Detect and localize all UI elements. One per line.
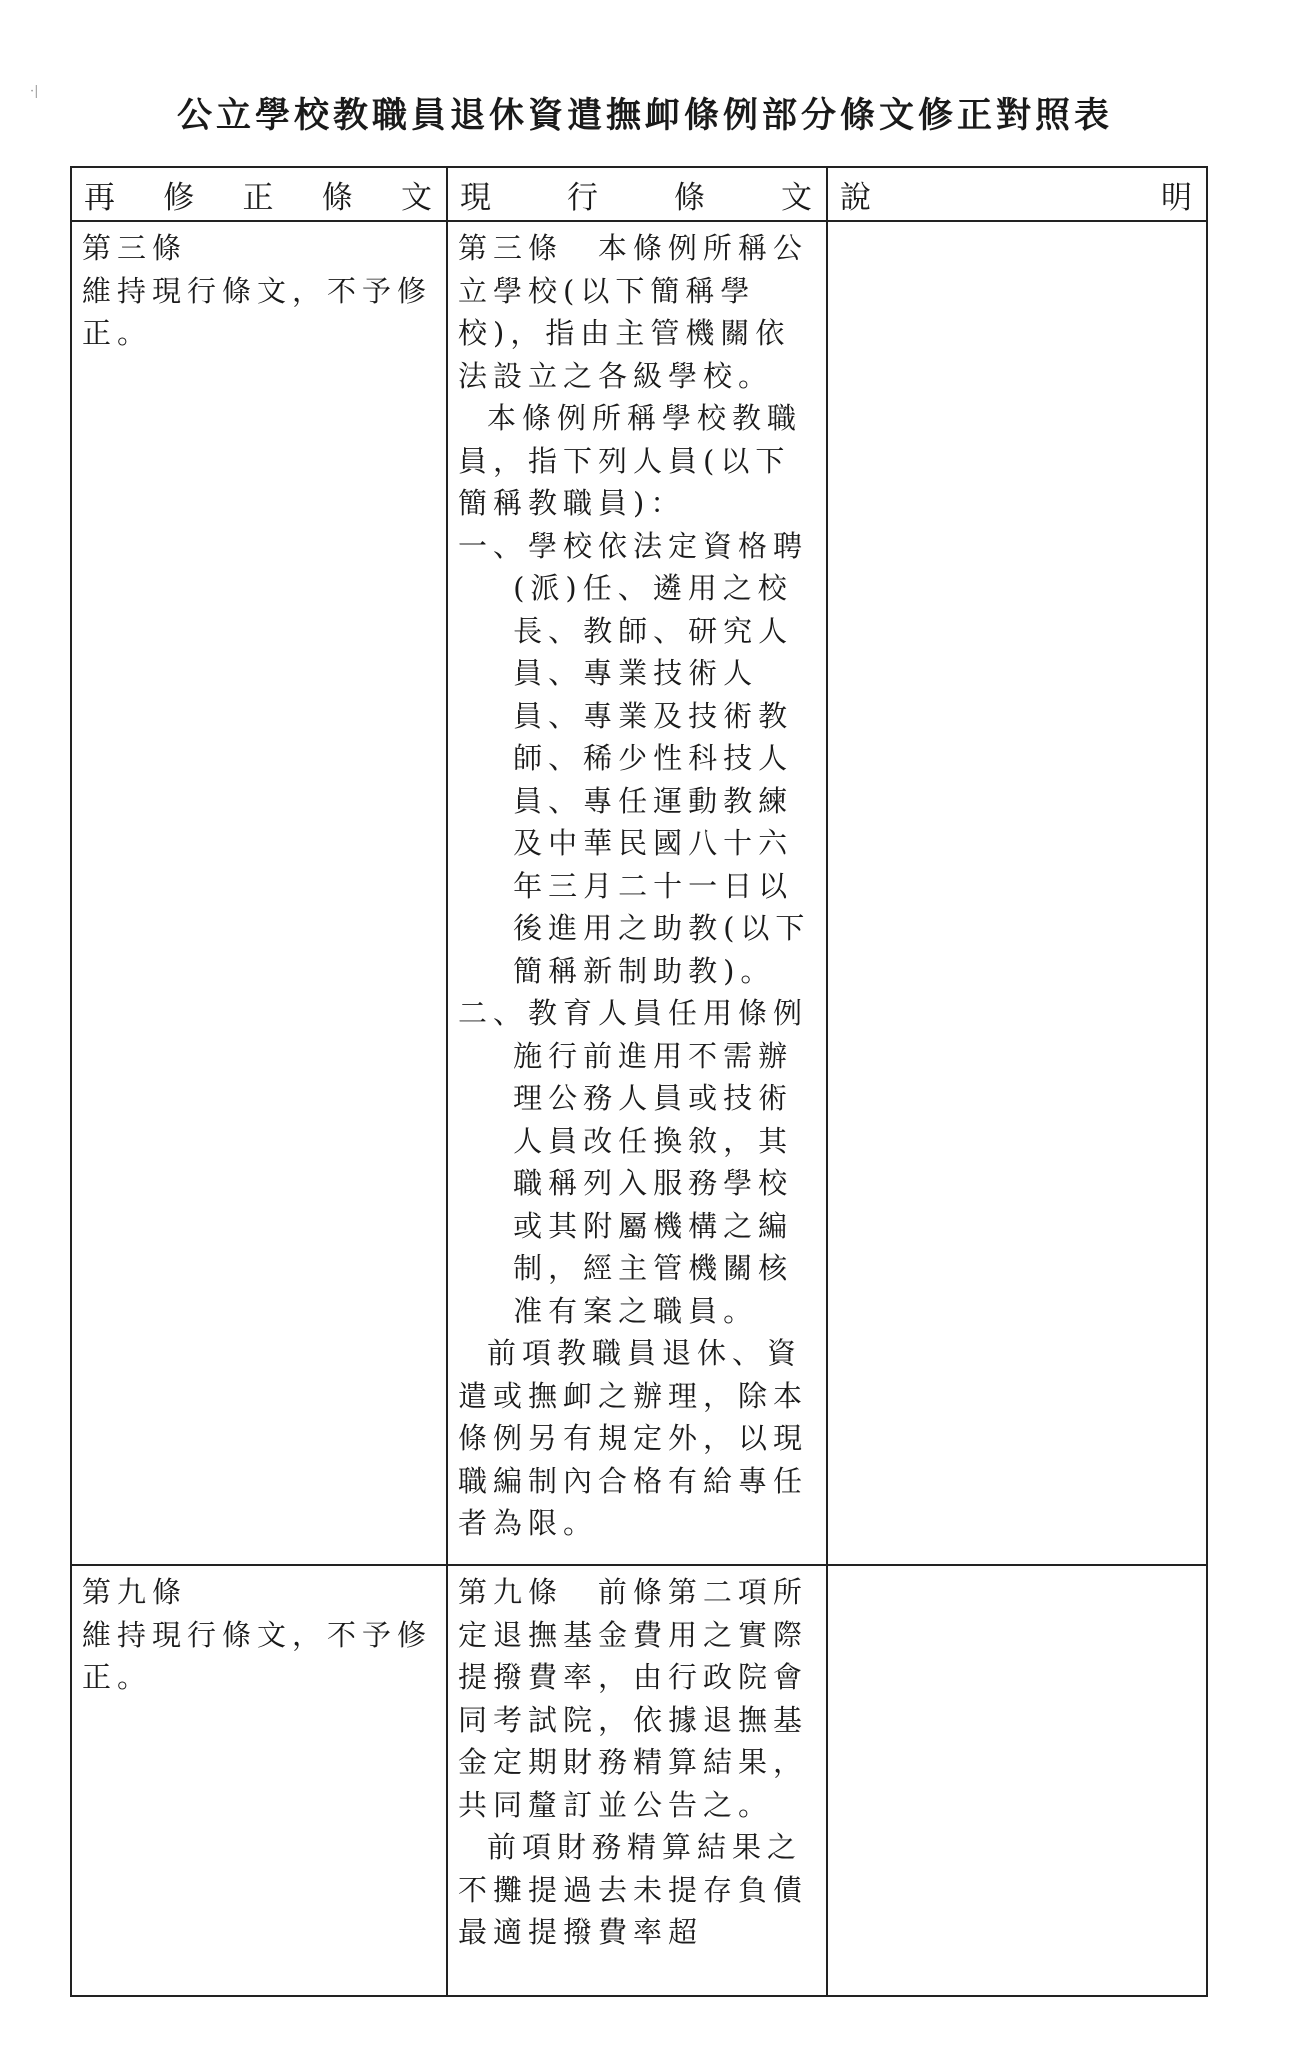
- comparison-table: [70, 166, 1208, 1997]
- article-number: 第九條: [458, 1575, 564, 1609]
- current-paragraph-2: 本條例所稱學校教職員，指下列人員(以下簡稱教職員)：: [458, 401, 803, 520]
- header-char: 行: [567, 179, 598, 216]
- list-item: 一、學校依法定資格聘(派)任、遴用之校長、教師、研究人員、專業技術人員、專業及技術教師、稀少性科技人員、專任運動教練及中華民國八十六年三月二十一日以後進用之助教(以下簡稱新制助教)。: [458, 528, 811, 988]
- table-row: [71, 221, 1207, 1565]
- header-char: 文: [781, 179, 812, 216]
- revised-cell: [71, 1565, 447, 1996]
- header-char: 明: [1161, 179, 1192, 216]
- explanation-text: [828, 1566, 1206, 1577]
- header-revised-article: [71, 167, 447, 221]
- current-paragraph-3: 前項教職員退休、資遣或撫卹之辦理，除本條例另有規定外，以現職編制內合格有給專任者為限。: [458, 1336, 809, 1540]
- article-number: 第三條: [82, 231, 188, 265]
- current-paragraph-1: [458, 1571, 818, 1826]
- article-number: 第三條: [458, 231, 564, 265]
- revised-text: 維持現行條文，不予修正。: [82, 1617, 433, 1694]
- header-char: 條: [674, 179, 705, 216]
- header-current-article: [447, 167, 827, 221]
- header-char: 條: [321, 179, 353, 216]
- article-number: 第九條: [82, 1575, 188, 1609]
- header-explanation: [827, 167, 1207, 221]
- paragraph-text: 本條例所稱公立學校(以下簡稱學校)，指由主管機關依法設立之各級學校。: [458, 231, 808, 393]
- explanation-cell: [827, 1565, 1207, 1996]
- header-char: 再: [84, 179, 115, 216]
- table-header-row: [71, 167, 1207, 221]
- paragraph-text: 前條第二項所定退撫基金費用之實際提撥費率，由行政院會同考試院，依據退撫基金定期財務精算結果，共同釐訂並公告之。: [458, 1575, 809, 1822]
- header-char: 文: [401, 179, 432, 216]
- header-char: 現: [460, 179, 491, 216]
- table-row: [71, 1565, 1207, 1996]
- explanation-cell: [827, 221, 1207, 1565]
- revised-text: 維持現行條文，不予修正。: [82, 273, 433, 350]
- list-item: 二、教育人員任用條例施行前進用不需辦理公務人員或技術人員改任換敘，其職稱列入服務學校或其附屬機構之編制，經主管機關核准有案之職員。: [458, 996, 809, 1328]
- current-paragraph-2: 前項財務精算結果之不攤提過去未提存負債最適提撥費率超: [458, 1830, 809, 1949]
- current-cell: [447, 221, 827, 1565]
- header-char: 說: [840, 179, 871, 216]
- header-char: 修: [163, 179, 195, 216]
- revised-cell: [71, 221, 447, 1565]
- explanation-text: [828, 222, 1206, 233]
- document-title: 公立學校教職員退休資遣撫卹條例部分條文修正對照表: [176, 95, 1113, 136]
- current-cell: [447, 1565, 827, 1996]
- page-scan-mark: ·|: [30, 84, 39, 99]
- header-char: 正: [242, 179, 274, 216]
- current-paragraph-1: [458, 227, 818, 397]
